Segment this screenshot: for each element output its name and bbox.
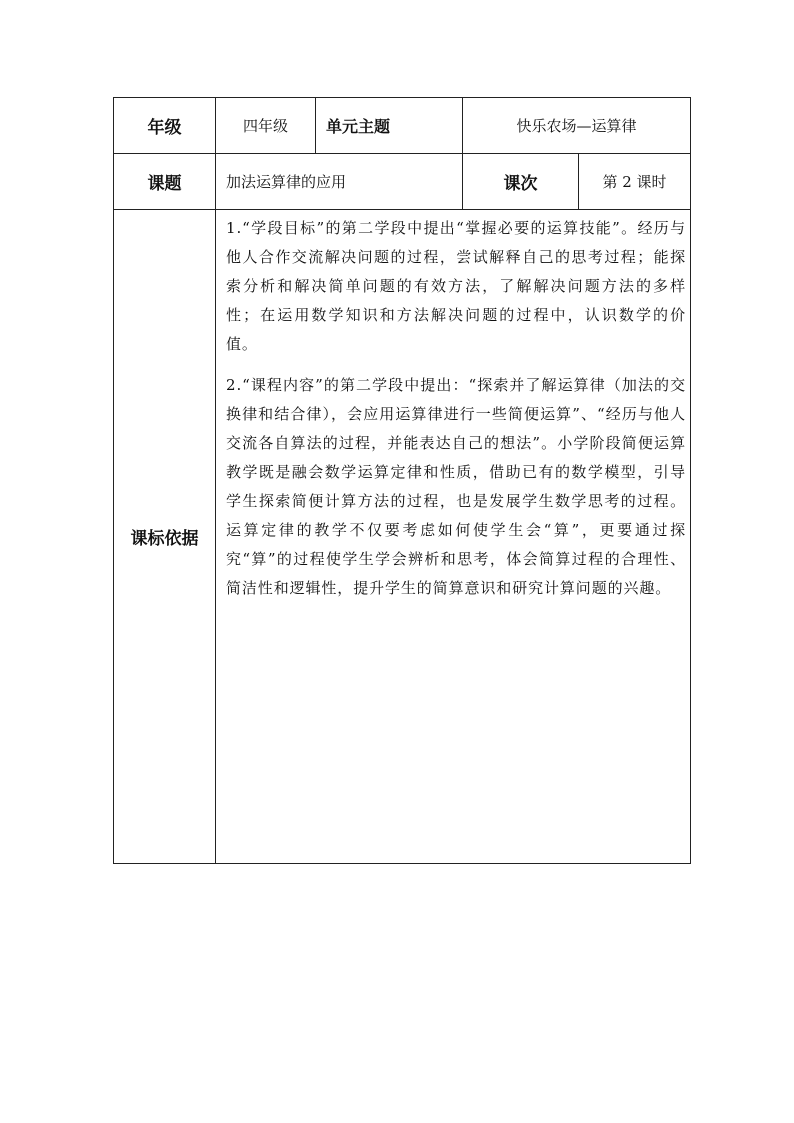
topic-value: 加法运算律的应用 [216,154,463,210]
table-row-topic-lesson [114,154,691,210]
grade-label: 年级 [114,98,216,154]
unit-label: 单元主题 [316,98,463,154]
lesson-value: 第 2 课时 [579,154,691,210]
lesson-info-table [113,97,691,864]
unit-value: 快乐农场—运算律 [463,98,691,154]
grade-value: 四年级 [216,98,316,154]
standard-paragraph-1: 1.“学段目标”的第二学段中提出“掌握必要的运算技能”。经历与他人合作交流解决问题的过程，尝试解释自己的思考过程；能探索分析和解决简单问题的有效方法，了解解决问题方法的多样性；在运用数学知识和方法解决问题的过程中，认识数学的价值。 [226,219,687,353]
lesson-label: 课次 [463,154,579,210]
topic-label: 课题 [114,154,216,210]
standard-paragraph-2: 2.“课程内容”的第二学段中提出：“探索并了解运算律（加法的交换律和结合律），会应用运算律进行一些简便运算”、“经历与他人交流各自算法的过程，并能表达自己的想法”。小学阶段简便运算教学既是融会数学运算定律和性质，借助已有的数学模型，引导学生探索简便计算方法的过程，也是发展学生数学思考的过程。运算定律的教学不仅要考虑如何使学生会“算”，更要通过探究“算”的过程使学生学会辨析和思考，体会简算过程的合理性、简洁性和逻辑性，提升学生的简算意识和研究计算问题的兴趣。 [226,376,687,597]
table-row-grade-unit [114,98,691,154]
table-row-standard [114,210,691,864]
standard-content [216,210,691,864]
standard-label: 课标依据 [114,210,216,864]
